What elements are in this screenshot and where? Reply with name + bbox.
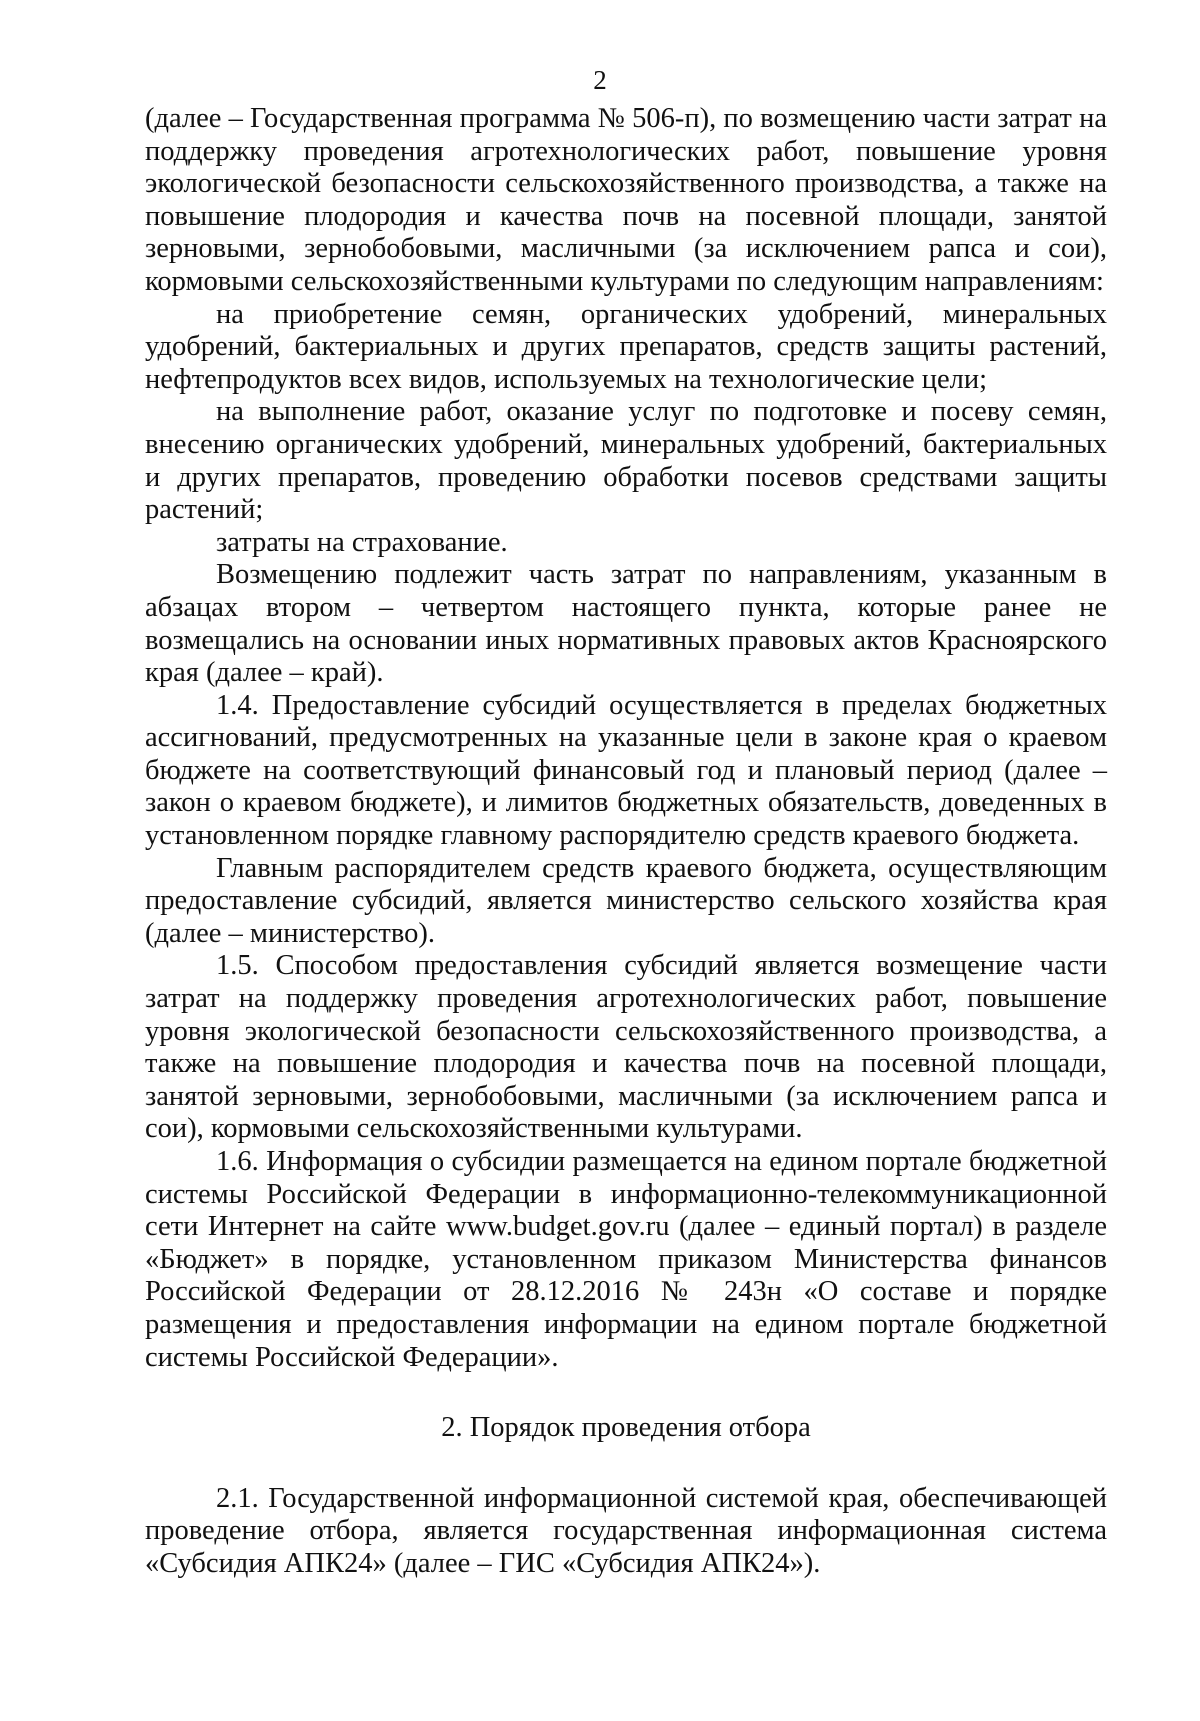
paragraph-insurance-direction: затраты на страхование. xyxy=(216,526,508,558)
section-heading: 2. Порядок проведения отбора xyxy=(441,1412,811,1444)
paragraph-clause-2-1: 2.1. Государственной информационной системой края, обеспечивающей проведение отбора, является государственная информационная система «Субсидия АПК24» (далее – ГИС «Субсидия АПК24»). xyxy=(145,1482,1107,1579)
paragraph-main-manager: Главным распорядителем средств краевого бюджета, осуществляющим предоставление субсидий, является министерство сельского хозяйства края (далее – министерство). xyxy=(145,852,1107,949)
paragraph-clause-1-5: 1.5. Способом предоставления субсидий является возмещение части затрат на поддержку проведения агротехнологических работ, повышение уровня экологической безопасности сельскохозяйственного производства, а также на повышение плодородия и качества почв на посевной площади, занятой зерновыми, зернобобовыми, масличными (за исключением рапса и сои), кормовыми сельскохозяйственными культурами. xyxy=(145,950,1107,1145)
paragraph-continuation: (далее – Государственная программа № 506-п), по возмещению части затрат на поддержку проведения агротехнологических работ, повышение уровня экологической безопасности сельскохозяйственного производства, а также на повышение плодородия и качества почв на посевной площади, занятой зерновыми, зернобобовыми, масличными (за исключением рапса и сои), кормовыми сельскохозяйственными культурами по следующим направлениям: xyxy=(145,103,1107,297)
document-body xyxy=(145,103,1107,1581)
spacer xyxy=(145,1374,1107,1412)
paragraph-purchase-direction: на приобретение семян, органических удобрений, минеральных удобрений, бактериальных и других препаратов, средств защиты растений, нефтепродуктов всех видов, используемых на технологические цели; xyxy=(145,298,1107,395)
spacer xyxy=(145,1445,1107,1483)
paragraph-services-direction: на выполнение работ, оказание услуг по подготовке и посеву семян, внесению органических удобрений, минеральных удобрений, бактериальных и других препаратов, проведению обработки посевов средствами защиты растений; xyxy=(145,396,1107,526)
paragraph-clause-1-4: 1.4. Предоставление субсидий осуществляется в пределах бюджетных ассигнований, предусмотренных на указанные цели в законе края о краевом бюджете на соответствующий финансовый год и плановый период (далее – закон о краевом бюджете), и лимитов бюджетных обязательств, доведенных в установленном порядке главному распорядителю средств краевого бюджета. xyxy=(145,689,1107,852)
paragraph-reimbursement-scope: Возмещению подлежит часть затрат по направлениям, указанным в абзацах втором – четвертом настоящего пункта, которые ранее не возмещались на основании иных нормативных правовых актов Красноярского края (далее – край). xyxy=(145,559,1107,689)
paragraph-clause-1-6: 1.6. Информация о субсидии размещается на едином портале бюджетной системы Российской Федерации в информационно-телекоммуникационной сети Интернет на сайте www.budget.gov.ru (далее – единый портал) в разделе «Бюджет» в порядке, установленном приказом Министерства финансов Российской Федерации от 28.12.2016 № 243н «О составе и порядке размещения и предоставления информации на едином портале бюджетной системы Российской Федерации». xyxy=(145,1146,1107,1373)
page-number: 2 xyxy=(593,65,607,95)
